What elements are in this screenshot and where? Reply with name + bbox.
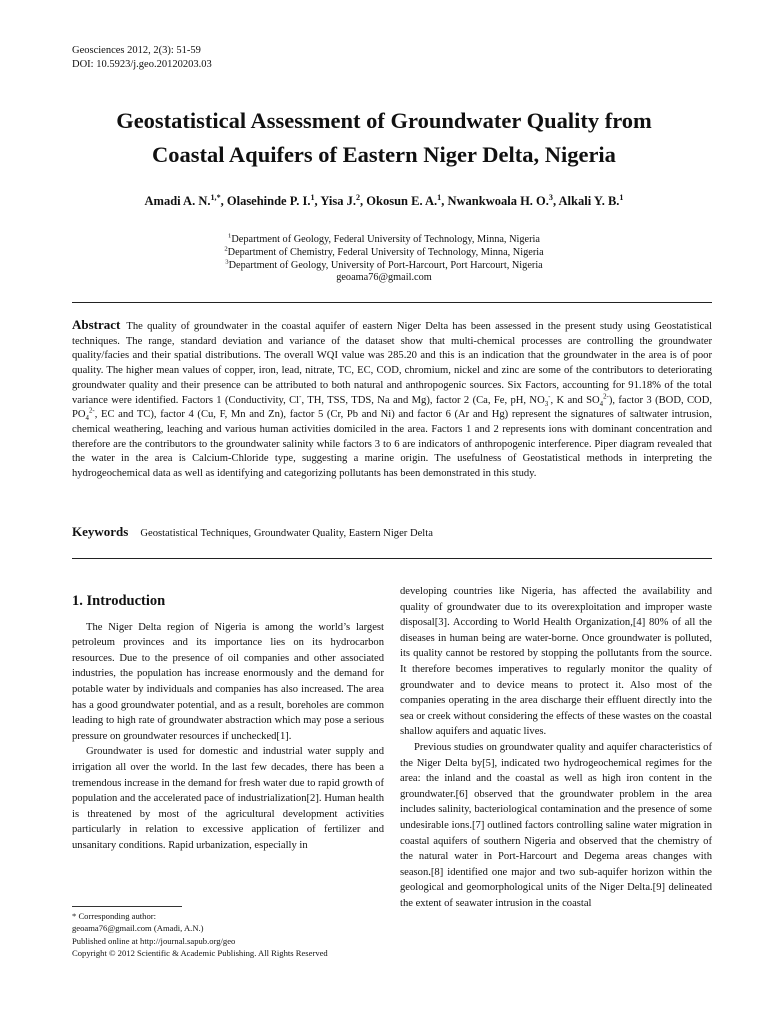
abstract-sup: 2-: [88, 407, 95, 415]
author-affil-mark: 1,*: [210, 192, 221, 202]
paragraph: Previous studies on groundwater quality and aquifer characteristics of the Niger Delta by[5], indicated two hydrogeochemical regimes for the area: the inland and the coastal as well as high iron content in the groundwater.[6] observed that the groundwater problem in the area includes salinity, bacteriological contamination and the presence of some undesirable ions.[7] outlined factors controlling saline water migration in coastal aquifers of southern Nigeria and observed that the chemistry of the natural water in Port-Harcourt and Degema areas changes with season.[8] identified one major and two sub-aquifer horizon within the geological and geomorphological units of the Niger Delta.[9] delineated the extent of seawater intrusion in the coastal: [400, 741, 712, 909]
author-affil-mark: 1: [437, 192, 442, 202]
author-name: Alkali Y. B.: [558, 194, 620, 208]
affiliation-mark: 3: [225, 258, 229, 266]
author-name: Nwankwoala H. O.: [447, 194, 549, 208]
keywords-text: Geostatistical Techniques, Groundwater Quality, Eastern Niger Delta: [140, 528, 433, 539]
affiliation-mark: 1: [228, 232, 232, 240]
abstract-text: , TH, TSS, TDS, Na and Mg), factor 2 (Ca, Fe, pH, NO: [301, 394, 545, 406]
paragraph: Groundwater is used for domestic and industrial water supply and irrigation all over the world. In the last few decades, there has been a tremendous increase in the demand for fresh water due to rapid growth of population and the accelerated pace of industrialization[2]. Human health is threatened by most of the agricultural development activities particularly in relation to excessive application of fertilizer and unsanitary conditions. Rapid urbanization, especially in: [72, 746, 384, 851]
footnote-copyright: Copyright © 2012 Scientific & Academic Publishing. All Rights Reserved: [72, 947, 328, 958]
affiliation-mark: 2: [224, 245, 228, 253]
footnote-published: Published online at http://journal.sapub.org/geo: [72, 935, 236, 946]
paragraph: The Niger Delta region of Nigeria is among the world’s largest petroleum provinces and its importance lies on its hydrocarbon resources. Due to the presence of oil companies and other associated industries, the population has increase enormously and the demand for potable water by individuals and companies has also increased. The area has a good groundwater potential, and as a result, boreholes are common leading to high rate of groundwater abstraction which may pose a serious pressure on groundwater resources if unchecked[1].: [72, 621, 384, 742]
abstract-text: The quality of groundwater in the coastal aquifer of eastern Niger Delta has been assessed in the present study using Geostatistical techniques. The range, standard deviation and variance of the dataset show that multi-chemical processes are controlling the groundwater quality/facies and their spatial distributions. The overall WQI value was 285.20 and this is an indication that the groundwater in the area is of poor quality. The higher mean values of copper, iron, lead, nitrate, TC, EC, COD, chromium, nickel and zinc are some of the contributors to deteriorating groundwater quality and their presence can be attributed to both natural and anthropogenic sources. Six Factors, accounting for 91.18% of the total variance were identified. Factors 1 (Conductivity, Cl: [72, 321, 712, 406]
affiliation-text: Department of Chemistry, Federal University of Technology, Minna, Nigeria: [227, 246, 544, 258]
footnote-corresponding: * Corresponding author:: [72, 911, 157, 921]
abstract-sup: -: [548, 392, 551, 400]
author-name: Yisa J.: [320, 194, 356, 208]
affiliations: [40, 234, 728, 285]
footnote-rule: [72, 906, 182, 907]
journal-citation: Geosciences 2012, 2(3): 51-59: [72, 45, 201, 56]
affiliation: [40, 260, 728, 273]
abstract-sup: -: [299, 392, 302, 400]
abstract: [72, 318, 712, 482]
paper-title: [40, 104, 728, 172]
author-name: Okosun E. A.: [366, 194, 438, 208]
paragraph: developing countries like Nigeria, has affected the availability and quality of groundwater due to its overexploitation and improper waste disposal[3]. According to World Health Organization,[4] 80% of all the diseases in human being are water-borne. Once groundwater is polluted, its quality cannot be restored by stopping the pollutants from the source. It therefore becomes imperatives to regularly monitor the quality of groundwater and to device means to protect it. Also most of the companies operating in the area discharge their effluent directly into the sea or creek without considering the effects of these wastes on the coastal shallow aquifers and aquatic lives.: [400, 586, 712, 738]
affiliation: [40, 234, 728, 247]
section-heading: 1. Introduction: [72, 593, 166, 609]
keywords: [72, 524, 712, 540]
right-column: [400, 584, 712, 911]
affiliation: [40, 247, 728, 260]
affiliation-text: Department of Geology, Federal University of Technology, Minna, Nigeria: [231, 234, 540, 245]
divider: [72, 558, 712, 559]
affiliation-text: Department of Geology, University of Port-Harcourt, Port Harcourt, Nigeria: [228, 259, 543, 271]
divider: [72, 302, 712, 303]
author-affil-mark: 3: [548, 192, 553, 202]
journal-header: [72, 44, 212, 72]
title-line-1: Geostatistical Assessment of Groundwater Quality from: [116, 108, 652, 133]
author-affil-mark: 1: [619, 192, 624, 202]
author-affil-mark: 1: [310, 192, 315, 202]
abstract-sub: 4: [599, 400, 604, 408]
author-affil-mark: 2: [355, 192, 361, 202]
abstract-sub: 3: [544, 400, 549, 408]
title-line-2: Coastal Aquifers of Eastern Niger Delta, Nigeria: [152, 142, 616, 167]
author-list: Amadi A. N.$^{1,*}$, Olasehinde P. I.$^1$, Yisa J.$^2$, Okosun E. A.$^1$, Nwankwoala H. O.$^3$, Alkali Y. B.$^1$: [144, 192, 624, 208]
footnotes: [72, 910, 384, 959]
doi: DOI: 10.5923/j.geo.20120203.03: [72, 59, 212, 70]
abstract-label: Abstract: [72, 317, 121, 332]
author-name: Amadi A. N.: [144, 194, 211, 208]
footnote-email: geoama76@gmail.com (Amadi, A.N.): [72, 923, 204, 934]
left-column: [72, 594, 384, 854]
author-name: Olasehinde P. I.: [226, 194, 311, 208]
abstract-text: , K and SO: [550, 394, 600, 406]
abstract-sup: 2-: [603, 392, 609, 400]
abstract-text: , EC and TC), factor 4 (Cu, F, Mn and Zn), factor 5 (Cr, Pb and Ni) and factor 6 (Ar and Hg) represent the signatures of saltwater intrusion, chemical weathering, leaching and various human activities domiciled in the area. Factors 1 and 2 represents ions with dominant concentration and therefore are the contributors to the groundwater salinity while factors 3 to 6 are indicators of anthropogenic interference. Piper diagram revealed that the water in the area is Calcium-Chloride type, suggesting a marine origin. The usefulness of Geostatistical methods in interpreting the hydrogeochemical data as well as identifying and categorizing pollutants has been demonstrated in this study.: [72, 409, 712, 480]
keywords-label: Keywords: [72, 524, 129, 539]
abstract-text: ), factor 3 (BOD, COD, PO: [72, 394, 712, 421]
abstract-sub: 4: [85, 415, 89, 423]
contact-email: geoama76@gmail.com: [336, 272, 432, 284]
